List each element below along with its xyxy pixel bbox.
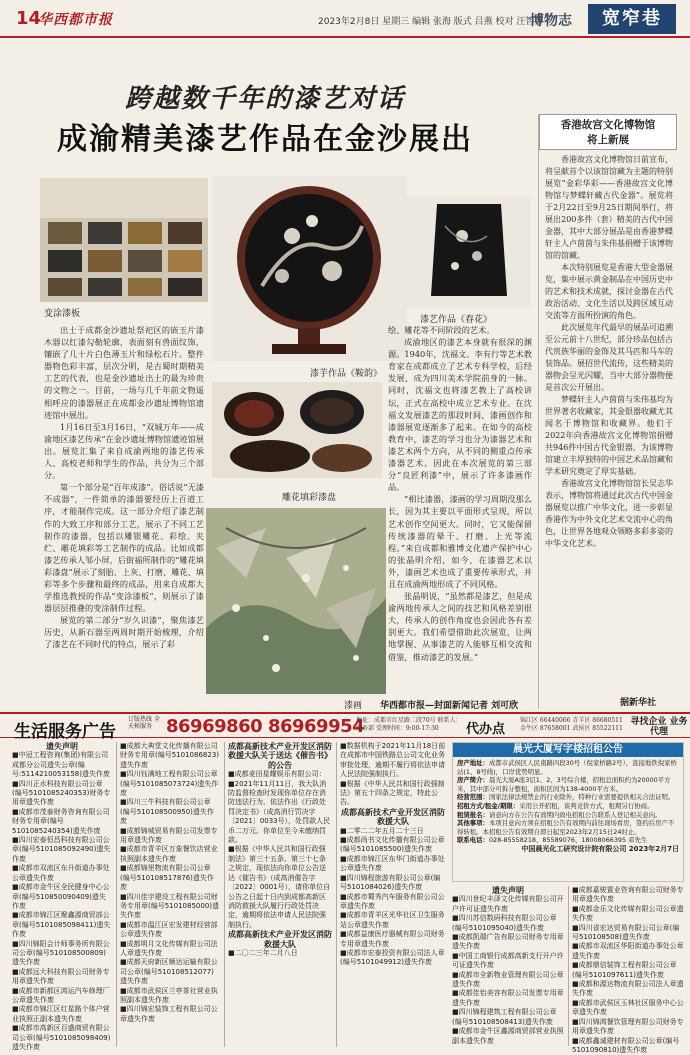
- classified-item: 成都高新技术产业开发区消防救援大队关于送达《催告书》的公告: [228, 742, 332, 770]
- classified-item: 遗失声明: [12, 742, 112, 751]
- headline-main: 成渝精美漆艺作品在金沙展出: [40, 114, 490, 158]
- classified-item: ■成都益康医疗器械有限公司财务专用章遗失作废: [340, 930, 446, 949]
- classified-item: 成都高新技术产业开发区消防救援大队: [340, 808, 446, 827]
- rental-notice-key: 其他事项：: [457, 819, 489, 827]
- paragraph: 张晶明说，“虽然都是漆艺，但是成渝两地传承人之间的技艺和风格差别很大，传承人的创作角度也会因此各有差别更大。我们希望借助此次展览，让两地掌握、从事漆艺的人能够互相交流和借鉴，推动漆艺的发展。”: [388, 590, 532, 663]
- rental-notice-item: [457, 776, 679, 793]
- classified-phone: 86969860 86969954: [166, 716, 364, 737]
- classified-item: ■成都市武侯区兰亭茶社营业执照副本遗失作废: [120, 987, 220, 1006]
- classified-item: ■成都市新都区鸿运汽车修理厂公章遗失作废: [12, 987, 112, 1006]
- classified-item: ■成都市双流区华阳街道办事处公章遗失作废: [572, 942, 684, 961]
- classified-item: ■成都佳怡美容有限公司发票专用章遗失作废: [452, 989, 564, 1008]
- rental-notice-body: [453, 757, 683, 856]
- rental-notice-value: 国家法律法规禁止的行业除外，特种行业需要提供相关合法证明。: [489, 793, 674, 801]
- classified-item: ■二〇二三年二月八日: [228, 949, 332, 958]
- classified-item: ■成都市锦江区聚鑫源商贸部公章(编号5101085098411)遗失作废: [12, 911, 112, 939]
- article-column-1: [44, 324, 204, 708]
- newspaper-brand: 华西都市报: [38, 9, 113, 29]
- paragraph: 出土于成都金沙遗址祭祀区的嵌玉片漆木器以红漆勾勒轮廓，表面刻有兽面纹饰，镶嵌了几十片白色薄玉片和绿松石片。整件器物色彩丰富，层次分明，是古蜀时期精美工艺的代表，也是金沙遗址出土的最为珍贵的文物之一。目前，一场与几千年前文物遥相呼应的漆器展正在成都金沙遗址博物馆遗迹馆中展出。: [44, 324, 204, 421]
- rental-notice-item: [457, 759, 679, 776]
- classified-column-3: [228, 742, 332, 1047]
- sidebar-body: [545, 154, 673, 694]
- classified-item: ■成都市锦江区东华门街道办事处公章遗失作废: [340, 855, 446, 874]
- classified-item: ■成都锦里物流有限公司公章(编号510108517876)遗失作废: [120, 864, 220, 892]
- classified-item: ■成都凯瑞广告有限公司财务专用章遗失作废: [452, 933, 564, 952]
- paragraph: 1月16日至3月16日，“双城万年——成渝地区漆艺传承”在金沙遗址博物馆遗迹馆展出。展览汇集了来自成渝两地的漆艺传承人、高校老师和学生的作品，共分为三个部分。: [44, 421, 204, 481]
- classified-item: 遗失声明: [452, 886, 564, 895]
- classified-item: ■成都鼎信装饰工程有限公司公章(编号5101097611)遗失作废: [572, 961, 684, 980]
- classified-item: ■四川佳宇建设工程有限公司财务专用章(编号5101085000)遗失作废: [120, 893, 220, 921]
- classified-item: ■四川省宏达贸易有限公司公章(编号510108508)遗失作废: [572, 924, 684, 943]
- column-divider: [336, 742, 337, 1047]
- paragraph: 梦蝶轩主人卢茵茵与朱伟基均为世界著名收藏家，其金银器收藏尤其闻名于博物馆和收藏界。他们于2022年向香港故宫文化博物馆捐赠共946件中国古代金银器，为该博物馆建立丰厚独特的中国艺术品馆藏和学术研究奠定了厚实基础。: [545, 394, 673, 478]
- rental-notice-key: 招租方式/租金/期限：: [457, 802, 519, 810]
- classified-item: ■成都市锦江区红星路个体户营业执照正副本遗失作废: [12, 1005, 112, 1024]
- classified-item: ■成都市温江区宏发建材经营部公章遗失作废: [120, 921, 220, 940]
- classified-item: ■成都市青羊区万象餐饮店营业执照副本遗失作废: [120, 845, 220, 864]
- classified-item: ■成都嘉骏置业咨询有限公司财务专用章遗失作废: [572, 886, 684, 905]
- caption-lacquer-painting: 漆画: [344, 698, 362, 711]
- classified-item: ■四川世纪丰泽文化传媒有限公司开户许可证遗失作废: [452, 895, 564, 914]
- classified-column-2: [120, 742, 220, 1047]
- caption-carved-plates: 雕花填彩漆盘: [282, 490, 336, 503]
- classified-agent: 代办点: [466, 718, 505, 737]
- photo-round-screen: [212, 176, 407, 361]
- classified-item: ■成都和源达物流有限公司法人章遗失作废: [572, 980, 684, 999]
- caption-lacquer-boards: 变涂漆板: [44, 306, 80, 319]
- rental-notice-key: 租赁报名：: [457, 811, 489, 819]
- page-number: 14: [16, 8, 41, 29]
- classified-item: ■成都天府新区顺达运输有限公司公章(编号510108512077)遗失作废: [120, 958, 220, 986]
- classified-item: ■成都麦田星耀娱乐有限公司：: [228, 770, 332, 779]
- sidebar-title-line2: 将上新展: [540, 133, 676, 148]
- classified-item: ■四川宏泰恒昌科技有限公司公章(编号5101085092490)遗失作废: [12, 836, 112, 864]
- rental-notice-item: [457, 836, 679, 845]
- rental-notice-value: 成都市武侯区人民南路四段30号（倪家桥路2号），直接地铁倪家桥站(1、8号线)，口岸优势明显。: [457, 759, 677, 776]
- classified-column-6: [572, 886, 684, 1046]
- classified-item: ■成都远大科技有限公司财务专用章遗失作废: [12, 968, 112, 987]
- rental-notice-title: 晨光大厦写字楼招租公告: [453, 743, 683, 757]
- rental-notice: [452, 742, 684, 882]
- rental-notice-item: [457, 811, 679, 820]
- issue-meta: 2023年2月8日 星期三 编辑 张海 版式 吕燕 校对 汪智博: [318, 14, 543, 27]
- rental-notice-key: 经营范围：: [457, 793, 489, 801]
- photo-lacquer-boards: [40, 178, 208, 302]
- sidebar-news: [538, 114, 676, 709]
- classified-header: [0, 712, 690, 738]
- classified-item: ■四川正水科技有限公司公章(编号5101085240353)财务专用章遗失作废: [12, 780, 112, 808]
- classified-item: ■成都市宏泰投资有限公司法人章(编号5101049912)遗失作废: [340, 949, 446, 968]
- rental-notice-sign: 中国晨光化工研究设计院有限公司 2023年2月7日: [457, 845, 679, 854]
- rental-notice-key: 房产简介：: [457, 776, 489, 784]
- classified-item: ■四川锦阳会计师事务所有限公司公章(编号510108500809)遗失作废: [12, 940, 112, 968]
- classified-title: 生活服务广告: [14, 717, 116, 742]
- classified-item: ■2021年11月11日，我大队消防监督检查时发现你单位存在消防违法行为，依法作出《行政处罚决定书》（成高消行罚决字〔2021〕0033号），处罚款人民币二万元。你单位至今未缴纳罚款。: [228, 780, 332, 846]
- classified-item: ■成都市双流区东升街道办事处公章遗失作废: [12, 864, 112, 883]
- caption-round-screen: 漆芋作品《鞍韵》: [310, 366, 382, 379]
- classified-item: ■二零二二年五月二十三日: [340, 827, 446, 836]
- rental-notice-item: [457, 819, 679, 836]
- rental-notice-value: 028-85558218、85589076、18008066395 邓先生: [489, 836, 647, 844]
- classified-item: ■成都锦城贸易有限公司发票专用章遗失作废: [120, 827, 220, 846]
- paragraph: 此次展览年代最早的展品可追溯至公元前十八世纪，部分珍品包括古代贵族华丽的金饰及其马匹和马车的装饰品。展招世代流传，这些精美的器物会呈光闪耀，当中大部分器物便是首次公开展出。: [545, 322, 673, 394]
- paragraph: 绘、雕花等不同阶段的艺术。: [388, 324, 532, 336]
- rental-notice-key: 联系电话：: [457, 836, 489, 844]
- paragraph: 展览的第二部分“岁久识漆”，聚焦漆艺历史，从新石器至两周时期开始梳理，介绍了漆艺在不同时代的特点，展示了彩: [44, 614, 204, 650]
- classified-item: ■四川锦宏装饰工程有限公司公章遗失作废: [120, 1005, 220, 1024]
- classified-item: ■成都尚书文化传播有限公司公章(编号5101085500)遗失作废: [340, 836, 446, 855]
- paragraph: 第一个部分是“百年成漆”。俗话说“无漆不成器”，一件简单的漆器要经历上百道工序，才能制作完成。这一部分介绍了漆艺制作的大致工序和部分工艺，展示了不同工艺制作的漆器，包括以雕银雕花、彩绘、夹纻、雕花填彩等工艺制作的成品。比如成都漆艺传承人邹小屏，后街福所制作的“雕花填彩漆盘”展示了刻胎、上灰、打磨、雕花、填彩等多个步骤和最终的成品，用来自成都大学推选教授的作品“变涂漆板”，则展示了漆器层层推叠的变涂制作过程。: [44, 481, 204, 614]
- photo-lacquer-painting: [206, 508, 386, 694]
- photo-carved-plates: [212, 382, 382, 478]
- classified-item: ■四川锦程建筑工程有限公司公章(编号510108508413)遗失作废: [452, 1008, 564, 1027]
- classified-item: ■成都市青羊区光华社区卫生服务站公章遗失作废: [340, 911, 446, 930]
- rental-notice-value: 采用公开招租，谈判竞价方式，租期另行协商。: [519, 802, 653, 810]
- classified-item: ■成都市武侯区玉林社区服务中心公章遗失作废: [572, 999, 684, 1018]
- classified-info: 地址：成都市红星路二段70号 联系人：财务部 受理时间：9:00-17:30: [356, 717, 464, 733]
- vase-image: [407, 196, 530, 308]
- sidebar-credit: 据新华社: [620, 695, 656, 708]
- sidebar-title-line1: 香港故宫文化博物馆: [540, 118, 676, 133]
- rental-notice-item: [457, 793, 679, 802]
- headline-top: 跨越数千年的漆艺对话: [100, 78, 430, 115]
- lacquer-boards-image: [40, 178, 208, 302]
- paragraph: 香港故宫文化博物馆日前宣布，将呈献首个以该馆馆藏为主题的特别展览“金彩华彩——香港故宫文化博物馆与梦蝶轩藏古代金器”。展览将于2月22日至9月25日期间举行，将展出200多件（套）精美的古代中国金器，其中大部分展品是由香港梦蝶轩主人卢茵茵与朱伟基捐赠于该博物馆的馆藏。: [545, 154, 673, 262]
- classified-item: ■四川锦鸿餐饮管理有限公司财务专用章遗失作废: [572, 1018, 684, 1037]
- classified-item: ■四川锦程旅游有限公司公章(编号5101084026)遗失作废: [340, 874, 446, 893]
- paragraph: “相比漆器，漆画的学习周期没那么长，因为其主要以平面形式呈现，所以艺术创作空间更大。同时，它又能保留传统漆器的晕干、打磨、上光等流程。”来自成都和雅博文化遗产保护中心的张晶明介绍，如今，在漆器艺术以外，漆画艺术也成了重要传承形式，并且在成渝两地形成了不同风格。: [388, 493, 532, 590]
- classified-phone-label: 订版热线 全天候服务: [128, 716, 164, 730]
- rental-notice-value: 请意向方在公告有效期内致电招租公告联系人登记相关意向。: [489, 811, 662, 819]
- classified-item: ■四川苏信数码科技有限公司公章(编号5101095040)遗失作废: [452, 914, 564, 933]
- classified-item: ■成都市蜀秀汽车服务有限公司公章遗失作废: [340, 893, 446, 912]
- classified-item: ■成都金乐文化传媒有限公司公章遗失作废: [572, 905, 684, 924]
- rental-notice-key: 房产地址：: [457, 759, 489, 767]
- lacquer-painting-image: [206, 508, 386, 694]
- classified-item: 成都高新技术产业开发区消防救援大队: [228, 930, 332, 949]
- classified-item: ■成都市高新区百盛商贸有限公司公章(编号5101085098409)遗失作废: [12, 1024, 112, 1052]
- column-divider: [116, 742, 117, 1047]
- photo-vase: [407, 196, 530, 308]
- paragraph: 香港故宫文化博物馆馆长吴志华表示，博物馆将通过此次古代中国金器展览以推广中华文化，进一步彰显香港作为中外文化艺术交流中心的角色，让世界各地观众领略多彩多姿的中华文化艺术。: [545, 478, 673, 550]
- classified-item: ■成都大典堂文化传播有限公司财务专用章(编号5101086823)遗失作废: [120, 742, 220, 770]
- classified-agent-list: 锦江区 66440066 青羊区 86680511 金牛区 87658001 武侯区 85522111: [520, 717, 630, 733]
- paragraph: 成渝地区的漆艺本身就有很深的渊源。1940年，沈福文、李有行等艺术教育家在成都成立了艺术专科学校，后经发展，成为四川美术学院前身的一脉。同时，沈福文也将漆艺教上了高校讲坛，正式在高校中成立艺术专业。在沈福文发展漆艺的那段时间，漆画创作和漆器展览逐渐多了起来。在如今的高校教育中，漆艺的学习也分为漆器艺术和漆艺术两个方向，从不同的侧重点传承漆器艺术。因此在本次展览的第三部分“良匠利漆”中，展示了许多漆画作品。: [388, 336, 532, 493]
- classified-item: ■中国工商银行成都高新支行开户许可证遗失作废: [452, 952, 564, 971]
- column-divider: [568, 886, 569, 1046]
- classified-column-1: [12, 742, 112, 1047]
- article-credit: 华西都市报—封面新闻记者 刘可欣: [380, 698, 518, 711]
- rental-notice-value: 晨光大厦A座3层1、2、3号综合楼，招租总面积约为20000平方米，其中部分可拆分整租，面积区间为138-4000平方米。: [457, 776, 671, 793]
- classified-item: ■根据《中华人民共和国行政强制法》第三十五条、第三十七条之规定，现依法向你单位公告送达《催告书》（成高消催告字〔2022〕0001号），请你单位自公告之日起十日内到成都高新区消防救援大队履行行政处罚决定，逾期将依法申请人民法院强制执行。: [228, 845, 332, 930]
- column-title: 宽窄巷: [588, 4, 676, 34]
- round-screen-image: [212, 176, 407, 361]
- classified-column-5: [452, 886, 564, 1046]
- classified-item: ■成都市茂泰财务咨询有限公司财务专用章(编号5101085240354)遗失作废: [12, 808, 112, 836]
- classified-item: ■成都市全新物业管理有限公司公章遗失作废: [452, 971, 564, 990]
- classified-item: ■成都市金牛区全民健身中心公章(编号510850090409)遗失作废: [12, 883, 112, 911]
- classified-item: ■成都市金牛区鑫源商贸部营业执照副本遗失作废: [452, 1027, 564, 1046]
- classified-item: ■成都明月文化传媒有限公司法人章遗失作废: [120, 940, 220, 959]
- classified-item: ■中冠工程咨询(集团)有限公司成都分公司遗失公章(编号:5114210053158)遗失作废: [12, 751, 112, 779]
- section-name: 博物志: [530, 10, 572, 30]
- classified-item: ■四川三牛科技有限公司公章(编号510108500950)遗失作废: [120, 798, 220, 826]
- rental-notice-item: [457, 802, 679, 811]
- article-column-2: [388, 324, 532, 696]
- classified-column-4: [340, 742, 446, 1047]
- page-header: [0, 0, 690, 38]
- classified-item: ■根据《中华人民共和国行政强制法》第五十四条之规定，特此公告。: [340, 780, 446, 808]
- caption-vase: 漆艺作品《春花》: [420, 312, 492, 325]
- classified-seek: 寻找企业 业务代理: [630, 717, 688, 737]
- carved-plates-image: [212, 382, 382, 478]
- column-divider: [224, 742, 225, 1047]
- classified-item: ■四川钰满地工程有限公司公章(编号5101085073724)遗失作废: [120, 770, 220, 798]
- paragraph: 本次特别展览是香港大型金器展览，集中展示黄金制品在中国历史中的艺术和技术成就，探讨金器在古代政治活动、文化生活以及跨区域互动交流等方面所扮演的角色。: [545, 262, 673, 322]
- classified-item: ■成都鑫诚建材有限公司公章(编号5101090810)遗失作废: [572, 1037, 684, 1055]
- classified-item: ■数据机构于2021年11月18日前在成都市中国铁路总公司文化业务审批处理，逾期不履行将依法申请人民法院强制执行。: [340, 742, 446, 780]
- rental-notice-value: 本项目意向方须在招租公告有效期内前往现场看房，签约后房产不得转租。本招租公告有效期自即日起至2023年2月15日24时止。: [457, 819, 674, 836]
- sidebar-title: [539, 114, 677, 150]
